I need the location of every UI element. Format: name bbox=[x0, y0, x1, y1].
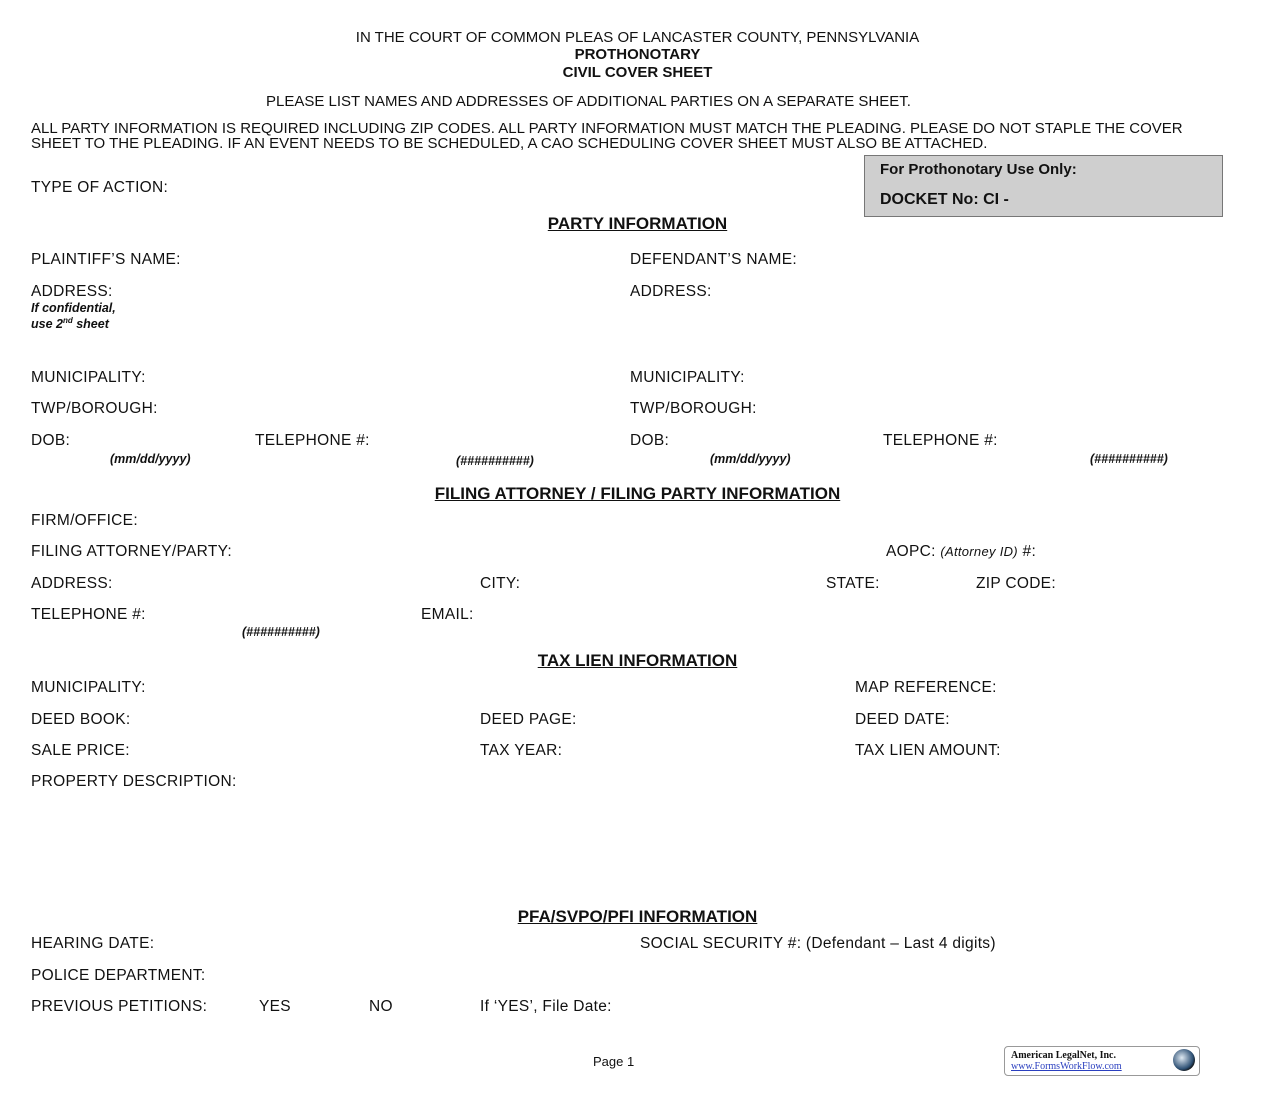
deed-page-label: DEED PAGE: bbox=[480, 711, 577, 728]
defendant-name-label: DEFENDANT’S NAME: bbox=[630, 251, 798, 268]
filing-attorney-label: FILING ATTORNEY/PARTY: bbox=[31, 543, 232, 560]
sale-price-label: SALE PRICE: bbox=[31, 742, 130, 759]
type-of-action-label: TYPE OF ACTION: bbox=[31, 179, 169, 196]
confidential-text: use 2 bbox=[31, 317, 63, 332]
docket-number: DOCKET No: CI - bbox=[880, 191, 1009, 208]
plaintiff-address-label: ADDRESS: bbox=[31, 283, 113, 300]
attorney-heading: FILING ATTORNEY / FILING PARTY INFORMATION bbox=[434, 484, 841, 503]
firm-label: FIRM/OFFICE: bbox=[31, 512, 138, 529]
police-department-label: POLICE DEPARTMENT: bbox=[31, 967, 206, 984]
defendant-address-label: ADDRESS: bbox=[630, 283, 712, 300]
plaintiff-telephone-label: TELEPHONE #: bbox=[255, 432, 370, 449]
confidential-note: If confidential, bbox=[31, 301, 116, 315]
ssn-label: SOCIAL SECURITY #: (Defendant – Last 4 digits) bbox=[640, 935, 996, 952]
plaintiff-dob-hint: (mm/dd/yyyy) bbox=[110, 452, 191, 466]
tax-municipality-label: MUNICIPALITY: bbox=[31, 679, 146, 696]
logo-name: American LegalNet, Inc. bbox=[1011, 1050, 1116, 1061]
state-label: STATE: bbox=[826, 575, 880, 592]
box-title: For Prothonotary Use Only: bbox=[880, 161, 1077, 178]
defendant-dob-label: DOB: bbox=[630, 432, 670, 449]
plaintiff-municipality-label: MUNICIPALITY: bbox=[31, 369, 146, 386]
map-reference-label: MAP REFERENCE: bbox=[855, 679, 997, 696]
deed-date-label: DEED DATE: bbox=[855, 711, 950, 728]
plaintiff-dob-label: DOB: bbox=[31, 432, 71, 449]
logo-url[interactable]: www.FormsWorkFlow.com bbox=[1011, 1061, 1122, 1072]
party-heading: PARTY INFORMATION bbox=[547, 214, 728, 233]
aopc-hint: (Attorney ID) bbox=[940, 544, 1018, 559]
tax-heading: TAX LIEN INFORMATION bbox=[537, 651, 738, 670]
page-title: CIVIL COVER SHEET bbox=[562, 64, 713, 81]
defendant-phone-hint: (##########) bbox=[1090, 452, 1168, 466]
pfa-heading: PFA/SVPO/PFI INFORMATION bbox=[517, 907, 758, 926]
tax-lien-amount-label: TAX LIEN AMOUNT: bbox=[855, 742, 1001, 759]
attorney-address-label: ADDRESS: bbox=[31, 575, 113, 592]
instructions: ALL PARTY INFORMATION IS REQUIRED INCLUDING ZIP CODES. ALL PARTY INFORMATION MUST MATCH THE PLEADING. PLEASE DO NOT STAPLE THE COVER SHEET TO THE PLEADING. IF AN EVENT NEEDS TO BE SCHEDULED, A CAO SCHEDULING COVER SHEET MUST ALSO BE ATTACHED. bbox=[31, 120, 1183, 152]
aopc-label bbox=[886, 543, 1036, 561]
americanlegalnet-logo bbox=[1004, 1046, 1200, 1076]
plaintiff-phone-hint: (##########) bbox=[456, 454, 534, 468]
confidential-text-end: sheet bbox=[72, 317, 109, 332]
file-date-label: If ‘YES’, File Date: bbox=[480, 998, 612, 1015]
page-number: Page 1 bbox=[593, 1054, 635, 1069]
city-label: CITY: bbox=[480, 575, 521, 592]
zip-label: ZIP CODE: bbox=[976, 575, 1056, 592]
court-name: IN THE COURT OF COMMON PLEAS OF LANCASTER COUNTY, PENNSYLVANIA bbox=[355, 29, 920, 46]
defendant-dob-hint: (mm/dd/yyyy) bbox=[710, 452, 791, 466]
defendant-municipality-label: MUNICIPALITY: bbox=[630, 369, 745, 386]
hearing-date-label: HEARING DATE: bbox=[31, 935, 155, 952]
aopc-hash: #: bbox=[1022, 543, 1037, 560]
office-name: PROTHONOTARY bbox=[574, 46, 701, 63]
defendant-telephone-label: TELEPHONE #: bbox=[883, 432, 998, 449]
email-label: EMAIL: bbox=[421, 606, 474, 623]
defendant-twp-label: TWP/BOROUGH: bbox=[630, 400, 757, 417]
confidential-sup: nd bbox=[62, 316, 73, 325]
previous-petitions-label: PREVIOUS PETITIONS: bbox=[31, 998, 208, 1015]
deed-book-label: DEED BOOK: bbox=[31, 711, 131, 728]
additional-parties-note: PLEASE LIST NAMES AND ADDRESSES OF ADDITIONAL PARTIES ON A SEPARATE SHEET. bbox=[266, 93, 911, 110]
attorney-telephone-label: TELEPHONE #: bbox=[31, 606, 146, 623]
no-option: NO bbox=[369, 998, 393, 1015]
property-description-label: PROPERTY DESCRIPTION: bbox=[31, 773, 237, 790]
confidential-note-2 bbox=[31, 316, 109, 331]
attorney-phone-hint: (##########) bbox=[242, 625, 320, 639]
aopc-text: AOPC: bbox=[886, 543, 936, 560]
yes-option: YES bbox=[259, 998, 291, 1015]
plaintiff-twp-label: TWP/BOROUGH: bbox=[31, 400, 158, 417]
plaintiff-name-label: PLAINTIFF’S NAME: bbox=[31, 251, 181, 268]
prothonotary-use-box bbox=[864, 155, 1223, 217]
tax-year-label: TAX YEAR: bbox=[480, 742, 563, 759]
globe-icon bbox=[1173, 1049, 1195, 1071]
